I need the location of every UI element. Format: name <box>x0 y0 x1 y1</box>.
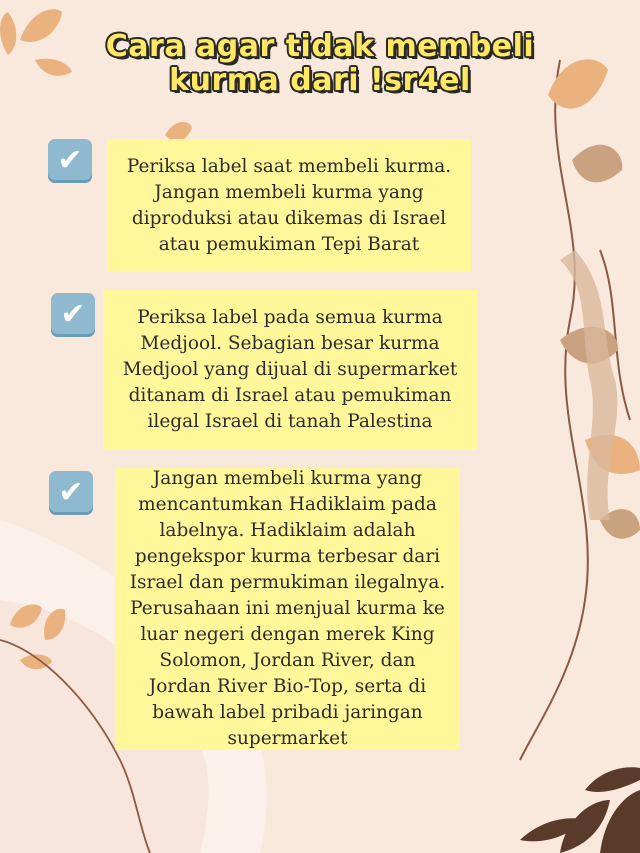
title-line-2: kurma dari !sr4el <box>169 63 471 98</box>
check-mark-icon: ✔ <box>60 297 86 332</box>
tip-text: Periksa label pada semua kurma Medjool. Sebagian besar kurma Medjool yang dijual di supermarket ditanam di Israel atau pemukiman ilegal Israel di tanah Palestina <box>122 307 458 432</box>
check-mark-icon: ✔ <box>57 143 83 178</box>
tip-text: Jangan membeli kurma yang mencantumkan Hadiklaim pada labelnya. Hadiklaim adalah pengekspor kurma terbesar dari Israel dan permukiman ilegalnya. Perusahaan ini menjual kurma ke luar negeri dengan merek King Solomon, Jordan River, dan Jordan River Bio-Top, serta di bawah label pribadi jaringan supermarket <box>129 468 446 749</box>
checkbox-icon <box>51 293 95 337</box>
tip-card <box>115 468 460 750</box>
title-line-1: Cara agar tidak membeli <box>105 29 535 64</box>
check-mark-icon: ✔ <box>58 475 84 510</box>
page-title <box>0 30 640 98</box>
palm-leaf-bottom-right-icon <box>520 767 640 853</box>
tip-card <box>107 139 471 272</box>
checkbox-icon <box>49 471 93 515</box>
wave-band-right-shape <box>560 250 617 520</box>
tip-card <box>103 290 477 450</box>
checkbox-icon <box>48 139 92 183</box>
tip-text: Periksa label saat membeli kurma. Jangan membeli kurma yang diproduksi atau dikemas di Israel atau pemukiman Tepi Barat <box>126 155 452 255</box>
